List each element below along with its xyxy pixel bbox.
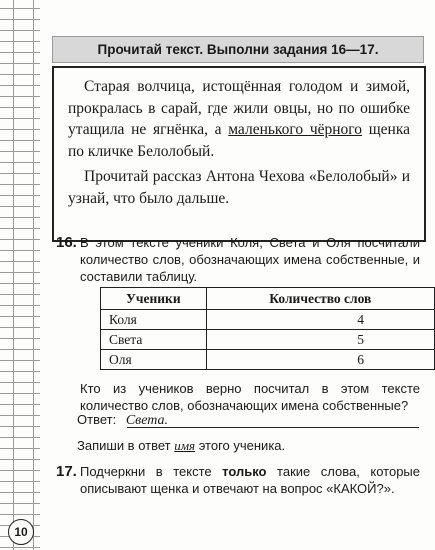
answer-note <box>77 438 285 454</box>
margin-rule <box>0 63 40 64</box>
task-16-question <box>58 380 420 414</box>
margin-rule <box>0 30 40 31</box>
student-name: Света <box>101 330 207 350</box>
task-17-bold-word: только <box>222 464 267 479</box>
margin-rule <box>0 52 40 53</box>
story-paragraph-1 <box>68 76 410 162</box>
margin-rule <box>0 41 40 42</box>
note-text-part: Запиши в ответ <box>77 438 175 453</box>
margin-rule <box>0 85 40 86</box>
story-paragraph-2: Прочитай рассказ Антона Чехова «Белолобый» и узнай, что было дальше. <box>68 168 410 207</box>
note-text-part: этого ученика. <box>195 438 286 453</box>
margin-rule <box>0 228 40 229</box>
answer-line <box>77 412 419 429</box>
margin-rule <box>0 118 40 119</box>
margin-rule <box>0 283 40 284</box>
margin-rule <box>0 382 40 383</box>
answer-field[interactable]: Света. <box>125 413 169 428</box>
task-header <box>52 36 424 63</box>
student-name: Коля <box>101 310 207 330</box>
margin-rule <box>0 404 40 405</box>
table-header-row <box>101 288 435 310</box>
task-17 <box>58 463 420 497</box>
task-16 <box>58 234 420 285</box>
margin-rule <box>0 492 40 493</box>
margin-rule <box>0 184 40 185</box>
column-header-students: Ученики <box>101 288 207 310</box>
task-header-title: Прочитай текст. Выполни задания 16—17. <box>97 42 379 57</box>
margin-rule <box>0 129 40 130</box>
margin-rule <box>0 437 40 438</box>
task-16-question-text: Кто из учеников верно посчитал в этом тексте количество слов, обозначающих имена собственные? <box>80 381 420 413</box>
page-number: 10 <box>8 519 34 545</box>
margin-rule <box>0 360 40 361</box>
margin-rule <box>0 448 40 449</box>
story-text-part: щенка по кличке Белолобый. <box>68 121 410 160</box>
task-16-number: 16. <box>56 234 77 251</box>
task-16-text: В этом тексте ученики Коля, Света и Оля посчитали количество слов, обозначающих имена собственные, и составили таблицу. <box>80 235 420 284</box>
answer-label: Ответ: <box>77 412 117 427</box>
note-italic-word: имя <box>174 438 196 453</box>
margin-rule <box>0 547 40 548</box>
story-text-part: Старая волчица, истощённая голодом и зимой, прокралась в сарай, где жили овцы, но по ошибке утащила не ягнёнка, а <box>68 78 410 138</box>
margin-rule <box>0 481 40 482</box>
margin-rule <box>0 338 40 339</box>
task-17-text <box>80 463 420 497</box>
margin-rule <box>0 272 40 273</box>
margin-rule <box>0 162 40 163</box>
table-row <box>101 330 435 350</box>
margin-vertical-rule <box>13 0 14 550</box>
margin-rule <box>0 173 40 174</box>
ruled-margin <box>0 0 40 550</box>
word-count-table <box>100 287 435 370</box>
task-17-text-part: такие слова, которые описывают щенка и отвечают на вопрос «КАКОЙ?». <box>80 464 420 496</box>
margin-rule <box>0 140 40 141</box>
margin-rule <box>0 195 40 196</box>
margin-rule <box>0 305 40 306</box>
student-name: Оля <box>101 350 207 370</box>
margin-rule <box>0 294 40 295</box>
margin-rule <box>0 393 40 394</box>
story-box <box>52 66 426 242</box>
word-count: 4 <box>206 310 434 330</box>
margin-rule <box>0 74 40 75</box>
margin-rule <box>0 514 40 515</box>
margin-rule <box>0 316 40 317</box>
underlined-words: маленького чёрного <box>228 121 363 138</box>
margin-rule <box>0 206 40 207</box>
word-count: 6 <box>206 350 434 370</box>
margin-rule <box>0 371 40 372</box>
margin-rule <box>0 107 40 108</box>
table-row <box>101 310 435 330</box>
margin-rule <box>0 96 40 97</box>
answer-underline <box>127 427 419 428</box>
margin-rule <box>0 151 40 152</box>
margin-rule <box>0 217 40 218</box>
margin-rule <box>0 19 40 20</box>
margin-rule <box>0 239 40 240</box>
task-17-text-part: Подчеркни в тексте <box>80 464 223 479</box>
margin-rule <box>0 426 40 427</box>
table-row <box>101 350 435 370</box>
word-count: 5 <box>206 330 434 350</box>
margin-vertical-rule <box>33 0 34 550</box>
margin-rule <box>0 415 40 416</box>
margin-rule <box>0 503 40 504</box>
column-header-count: Количество слов <box>206 288 434 310</box>
margin-rule <box>0 459 40 460</box>
margin-rule <box>0 261 40 262</box>
task-17-number: 17. <box>56 463 77 480</box>
margin-rule <box>0 349 40 350</box>
margin-rule <box>0 327 40 328</box>
margin-rule <box>0 8 40 9</box>
margin-rule <box>0 470 40 471</box>
margin-rule <box>0 250 40 251</box>
